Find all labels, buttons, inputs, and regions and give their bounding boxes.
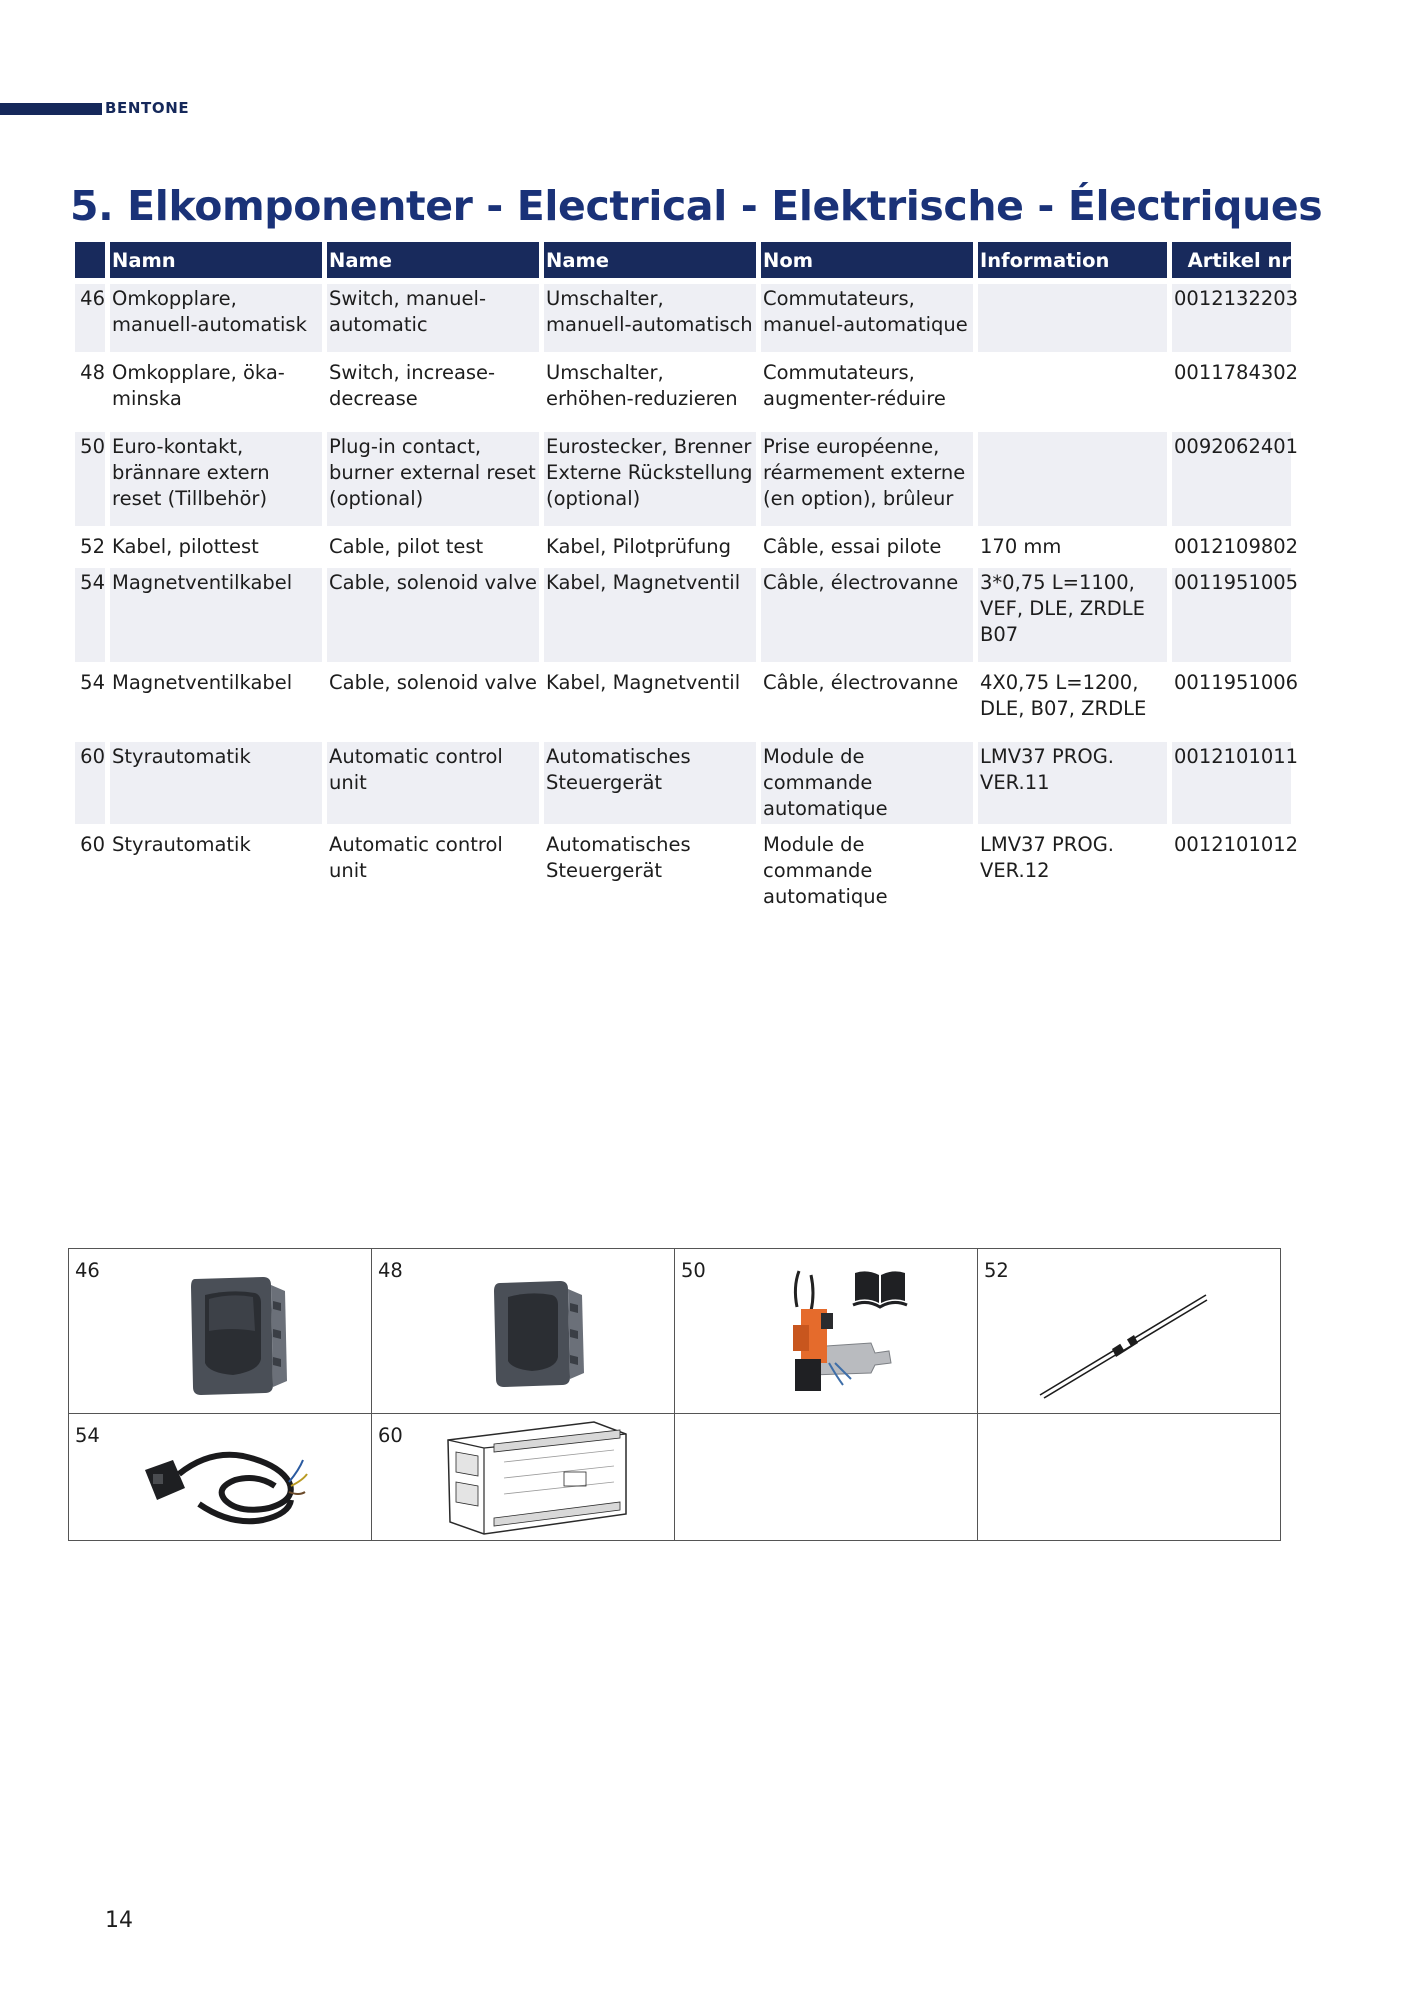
cell-name-en: Cable, solenoid valve [327, 568, 539, 662]
cell-number: 52 [80, 535, 105, 558]
brand-name: BENTONE [105, 99, 190, 117]
image-cell-48 [372, 1249, 675, 1414]
cell-number: 54 [75, 568, 105, 662]
cell-article-number: 0012101012 [1174, 833, 1299, 856]
table-row [75, 742, 1291, 824]
cell-name-fr: Prise européenne, réarmement externe (en option), brûleur [761, 432, 973, 526]
table-header-row [75, 242, 1291, 278]
header-artikel-nr: Artikel nr [1172, 242, 1291, 278]
cell-name-en: Cable, pilot test [329, 535, 484, 558]
rocker-switch-small-icon [490, 1277, 590, 1389]
image-cell-54 [69, 1414, 372, 1541]
cell-name-sv: Magnetventilkabel [110, 568, 322, 662]
cell-name-en: Switch, increase-decrease [329, 361, 496, 410]
table-row [75, 568, 1291, 662]
image-cell-empty [978, 1414, 1281, 1541]
header-name-en: Name [327, 242, 539, 278]
cell-name-fr: Commutateurs, augmenter-réduire [763, 361, 946, 410]
cell-article-number: 0012101011 [1172, 742, 1291, 824]
cell-article-number: 0012132203 [1172, 284, 1291, 352]
table-row [75, 830, 1291, 912]
header-namn: Namn [110, 242, 322, 278]
table-row [75, 284, 1291, 352]
cell-name-sv: Euro-kontakt, brännare extern reset (Tillbehör) [110, 432, 322, 526]
cell-number: 50 [75, 432, 105, 526]
cell-name-fr: Câble, électrovanne [763, 671, 959, 694]
cell-name-de: Eurostecker, Brenner Externe Rückstellung (optional) [544, 432, 756, 526]
image-label: 46 [75, 1259, 100, 1282]
cell-information [978, 358, 1167, 426]
cell-name-de: Kabel, Pilotprüfung [546, 535, 732, 558]
cell-name-de: Kabel, Magnetventil [546, 671, 741, 694]
table-row [75, 668, 1291, 736]
cell-name-en: Plug-in contact, burner external reset (optional) [327, 432, 539, 526]
header-no [75, 242, 105, 278]
cell-name-en: Automatic control unit [329, 833, 503, 882]
table-row [75, 532, 1291, 562]
image-cell-50 [675, 1249, 978, 1414]
cell-name-sv: Styrautomatik [112, 833, 251, 856]
cell-name-sv: Magnetventilkabel [112, 671, 293, 694]
cell-article-number: 0011951005 [1172, 568, 1291, 662]
cell-information: LMV37 PROG. VER.12 [980, 833, 1115, 882]
header-name-de: Name [544, 242, 756, 278]
cell-name-fr: Commutateurs, manuel-automatique [761, 284, 973, 352]
image-cell-46 [69, 1249, 372, 1414]
cell-number: 46 [75, 284, 105, 352]
cell-name-de: Umschalter, erhöhen-reduzieren [546, 361, 738, 410]
image-label: 48 [378, 1259, 403, 1282]
parts-table [70, 236, 1299, 918]
cell-article-number: 0012109802 [1174, 535, 1299, 558]
cell-name-sv: Styrautomatik [110, 742, 322, 824]
cell-information [978, 432, 1167, 526]
cell-information [978, 284, 1167, 352]
cell-name-en: Automatic control unit [327, 742, 539, 824]
table-row [75, 432, 1291, 526]
cell-information: LMV37 PROG. VER.11 [978, 742, 1167, 824]
cell-number: 60 [75, 742, 105, 824]
cell-article-number: 0011951006 [1174, 671, 1299, 694]
page-title: 5. Elkomponenter - Electrical - Elektrische - Électriques [70, 182, 1323, 230]
control-unit-icon [444, 1418, 630, 1536]
cell-name-sv: Omkopplare, manuell-automatisk [110, 284, 322, 352]
cell-name-fr: Câble, électrovanne [761, 568, 973, 662]
image-label: 54 [75, 1424, 100, 1447]
table-row [75, 358, 1291, 426]
cell-article-number: 0011784302 [1174, 361, 1299, 384]
cell-name-de: Kabel, Magnetventil [544, 568, 756, 662]
cell-name-fr: Module de commande automatique [763, 833, 888, 908]
cell-number: 48 [80, 361, 105, 384]
image-cell-empty [675, 1414, 978, 1541]
image-label: 50 [681, 1259, 706, 1282]
cell-name-de: Umschalter, manuell-automatisch [544, 284, 756, 352]
brand-bar [0, 103, 102, 115]
cell-number: 54 [80, 671, 105, 694]
cell-name-fr: Câble, essai pilote [763, 535, 942, 558]
cell-article-number: 0092062401 [1172, 432, 1291, 526]
rocker-switch-icon [181, 1271, 291, 1397]
image-cell-60 [372, 1414, 675, 1541]
cell-information: 170 mm [980, 535, 1062, 558]
cell-name-de: Automatisches Steuergerät [544, 742, 756, 824]
cell-name-en: Cable, solenoid valve [329, 671, 537, 694]
parts-image-grid [68, 1248, 1281, 1541]
image-label: 60 [378, 1424, 403, 1447]
pilot-test-cable-icon [1038, 1269, 1208, 1399]
page-number: 14 [105, 1908, 133, 1933]
image-cell-52 [978, 1249, 1281, 1414]
header-nom: Nom [761, 242, 973, 278]
cell-information: 3*0,75 L=1100, VEF, DLE, ZRDLE B07 [978, 568, 1167, 662]
header-information: Information [978, 242, 1167, 278]
solenoid-valve-cable-icon [139, 1430, 309, 1536]
cell-information: 4X0,75 L=1200, DLE, B07, ZRDLE [980, 671, 1147, 720]
cell-name-de: Automatisches Steuergerät [546, 833, 691, 882]
cell-number: 60 [80, 833, 105, 856]
euro-plug-with-manual-book-icon [771, 1267, 921, 1397]
cell-name-en: Switch, manuel-automatic [327, 284, 539, 352]
cell-name-sv: Omkopplare, öka-minska [112, 361, 285, 410]
cell-name-fr: Module de commande automatique [761, 742, 973, 824]
cell-name-sv: Kabel, pilottest [112, 535, 259, 558]
image-label: 52 [984, 1259, 1009, 1282]
